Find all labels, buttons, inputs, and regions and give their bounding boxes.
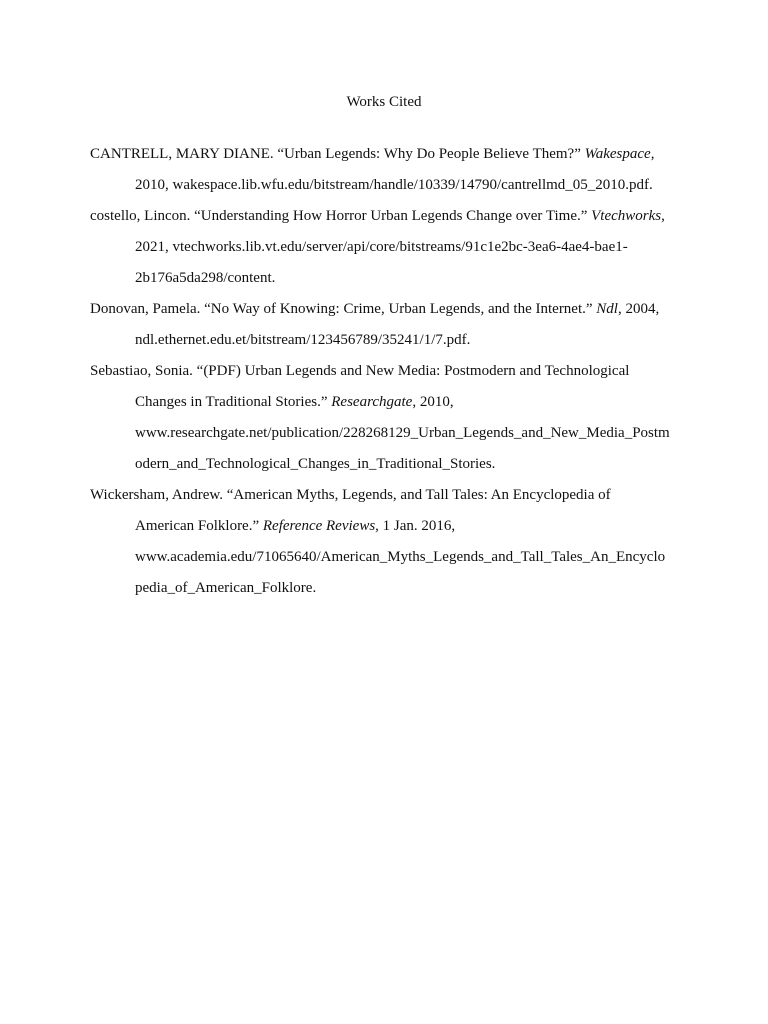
citation-text: ,	[661, 208, 665, 224]
citation-line: Wickersham, Andrew. “American Myths, Legends, and Tall Tales: An Encyclopedia of	[90, 487, 611, 503]
citation-cantrell	[90, 139, 690, 201]
citation-wickersham	[90, 480, 690, 604]
citation-line	[90, 294, 690, 325]
works-cited-list	[90, 139, 690, 604]
citation-source-title: Wakespace	[584, 146, 651, 162]
citation-source-title: Reference Reviews	[262, 518, 376, 534]
citation-text: , 2010,	[412, 394, 454, 410]
citation-line: 2b176a5da298/content.	[135, 270, 276, 286]
citation-line: 2021, vtechworks.lib.vt.edu/server/api/core/bitstreams/91c1e2bc-3ea6-4ae4-bae1-	[135, 239, 628, 255]
citation-sebastiao	[90, 356, 690, 480]
citation-text: , 1 Jan. 2016,	[375, 518, 456, 534]
citation-text: Changes in Traditional Stories.”	[135, 394, 332, 410]
citation-source-title: Researchgate	[331, 394, 413, 410]
citation-costello	[90, 201, 690, 294]
citation-text: costello, Lincon. “Understanding How Horror Urban Legends Change over Time.”	[90, 208, 592, 224]
citation-line	[90, 511, 690, 542]
citation-line: www.researchgate.net/publication/228268129_Urban_Legends_and_New_Media_Postm	[135, 425, 670, 441]
citation-line: 2010, wakespace.lib.wfu.edu/bitstream/handle/10339/14790/cantrellmd_05_2010.pdf.	[135, 177, 653, 193]
citation-text: ,	[650, 146, 655, 162]
citation-line: pedia_of_American_Folklore.	[135, 580, 317, 596]
citation-donovan	[90, 294, 690, 356]
citation-line: Sebastiao, Sonia. “(PDF) Urban Legends and New Media: Postmodern and Technological	[90, 363, 630, 379]
citation-line	[90, 139, 690, 170]
page-title: Works Cited	[346, 94, 422, 110]
citation-line	[90, 201, 690, 232]
citation-source-title: Vtechworks	[591, 208, 662, 224]
citation-line: ndl.ethernet.edu.et/bitstream/123456789/35241/1/7.pdf.	[135, 332, 471, 348]
citation-source-title: Ndl	[596, 301, 618, 317]
citation-line: odern_and_Technological_Changes_in_Traditional_Stories.	[135, 456, 496, 472]
citation-text: American Folklore.”	[135, 518, 263, 534]
citation-line	[90, 387, 690, 418]
citation-text: , 2004,	[617, 301, 660, 317]
citation-text: CANTRELL, MARY DIANE. “Urban Legends: Why Do People Believe Them?”	[90, 146, 585, 162]
citation-line: www.academia.edu/71065640/American_Myths_Legends_and_Tall_Tales_An_Encyclo	[135, 549, 666, 565]
citation-text: Donovan, Pamela. “No Way of Knowing: Crime, Urban Legends, and the Internet.”	[90, 301, 597, 317]
